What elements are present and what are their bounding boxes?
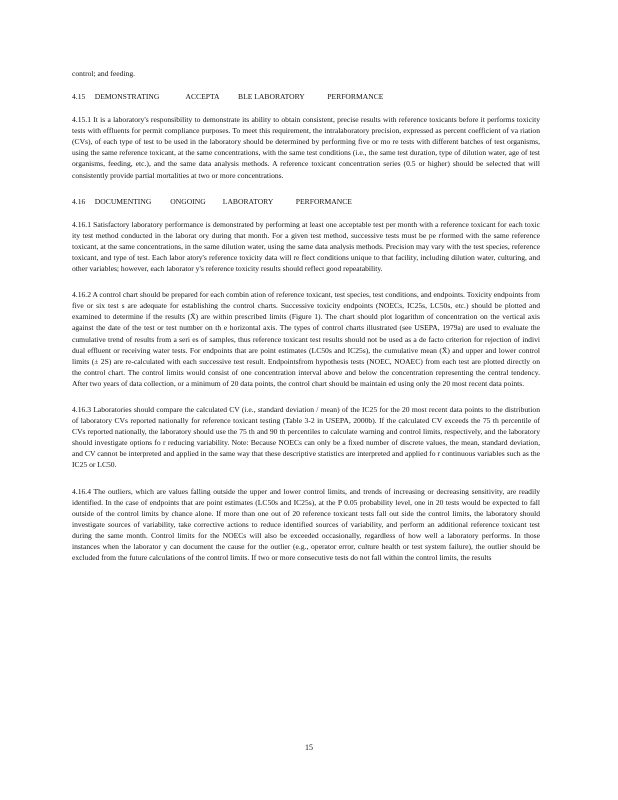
paragraph-4-16-2: 4.16.2 A control chart should be prepared for each combin ation of reference toxicant, test species, test conditions, and endpoints. Toxicity endpoints from five or six test s are adequate for establishing the control charts. Successive toxicity endpoints (NOECs, IC25s, LC50s, etc.) should be plotted and examined to determine if the results (X̄) are within prescribed limits (Figure 1). The chart should plot logarithm of concentration on the vertical axis against the date of the test or test number on th e horizontal axis. The types of control charts illustrated (see USEPA, 1979a) are used to evaluate the cumulative trend of results from a seri es of samples, thus reference toxicant test results should not be used as a de facto criterion for rejection of indivi dual effluent or receiving water tests. For endpoints that are point estimates (LC50s and IC25s), the cumulative mean (X̄) and upper and lower control limits (± 2S) are re-calculated with each successive test result. Endpointsfrom hypothesis tests (NOEC, NOAEC) from each test are plotted directly on the control chart. The control limits would consist of one concentration interval above and below the concentration representing the central tendency. After two years of data collection, or a minimum of 20 data points, the control chart should be maintain ed using only the 20 most recent data points. (72, 290, 540, 388)
paragraph-4-16-3: 4.16.3 Laboratories should compare the calculated CV (i.e., standard deviation / mean) of the IC25 for the 20 most recent data points to the distribution of laboratory CVs reported nationally for reference toxicant testing (Table 3-2 in USEPA, 2000b). If the calculated CV exceeds the 75 th percentile of CVs reported nationally, the laboratory should use the 75 th and 90 th percentiles to calculate warning and control limits, respectively, and the laboratory should investigate options fo r reducing variability. Note: Because NOECs can only be a fixed number of discrete values, the mean, standard deviation, and CV cannot be interpreted and applied in the same way that these descriptive statistics are interpreted and applied fo r continuous variables such as the IC25 or LC50. (72, 404, 540, 470)
paragraph-4-16-1: 4.16.1 Satisfactory laboratory performance is demonstrated by performing at least one acceptable test per month with a reference toxicant for each toxic ity test method conducted in the laborat ory during that month. For a given test method, successive tests must be pe rformed with the same reference toxicant, at the same concentrations, in the same dilution water, using the same data analysis methods. Precision may vary with the test species, reference toxicant, and type of test. Each labor atory's reference toxicity data will re flect conditions unique to that facility, including dilution water, culturing, and other variables; however, each laborator y's reference toxicity results should reflect good repeatability. (72, 219, 540, 274)
paragraph-4-16-4: 4.16.4 The outliers, which are values falling outside the upper and lower control limits, and trends of increasing or decreasing sensitivity, are readily identified. In the case of endpoints that are point estimates (LC50s and IC25s), at the P 0.05 probability level, one in 20 tests would be expected to fall outside of the control limits by chance alone. If more than one out of 20 reference toxicant tests fall out side the control limits, the laboratory should investigate sources of variability, take corrective actions to reduce identified sources of variability, and perform an additional reference toxicant test during the same month. Control limits for the NOECs will also be exceeded occasionally, regardless of how well a laboratory performs. In those instances when the laborator y can document the cause for the outlier (e.g., operator error, culture health or test system failure), the outlier should be excluded from the future calculations of the control limits. If two or more consecutive tests do not fall within the control limits, the results (72, 486, 540, 563)
paragraph-4-15-1: 4.15.1 It is a laboratory's responsibility to demonstrate its ability to obtain consistent, precise results with reference toxicants before it performs toxicity tests with effluents for permit compliance purposes. To meet this requirement, the intralaboratory precision, expressed as percent coefficient of va riation (CVs), of each type of test to be used in the laboratory should be determined by performing five or mo re tests with different batches of test organisms, using the same reference toxicant, at the same concentrations, with the same test conditions (i.e., the same test duration, type of dilution water, age of test organisms, feeding, etc.), and the same data analysis methods. A reference toxicant concentration series (0.5 or higher) should be selected that will consistently provide partial mortalities at two or more concentrations. (72, 115, 540, 180)
section-heading-4-15: 4.15 DEMONSTRATING ACCEPTA BLE LABORATORY PERFORMANCE (72, 92, 384, 102)
page-number: 15 (305, 743, 313, 752)
document-page (72, 68, 540, 563)
top-fragment: control; and feeding. (72, 69, 136, 78)
section-heading-4-16: 4.16 DOCUMENTING ONGOING LABORATORY PERFORMANCE (72, 196, 352, 206)
